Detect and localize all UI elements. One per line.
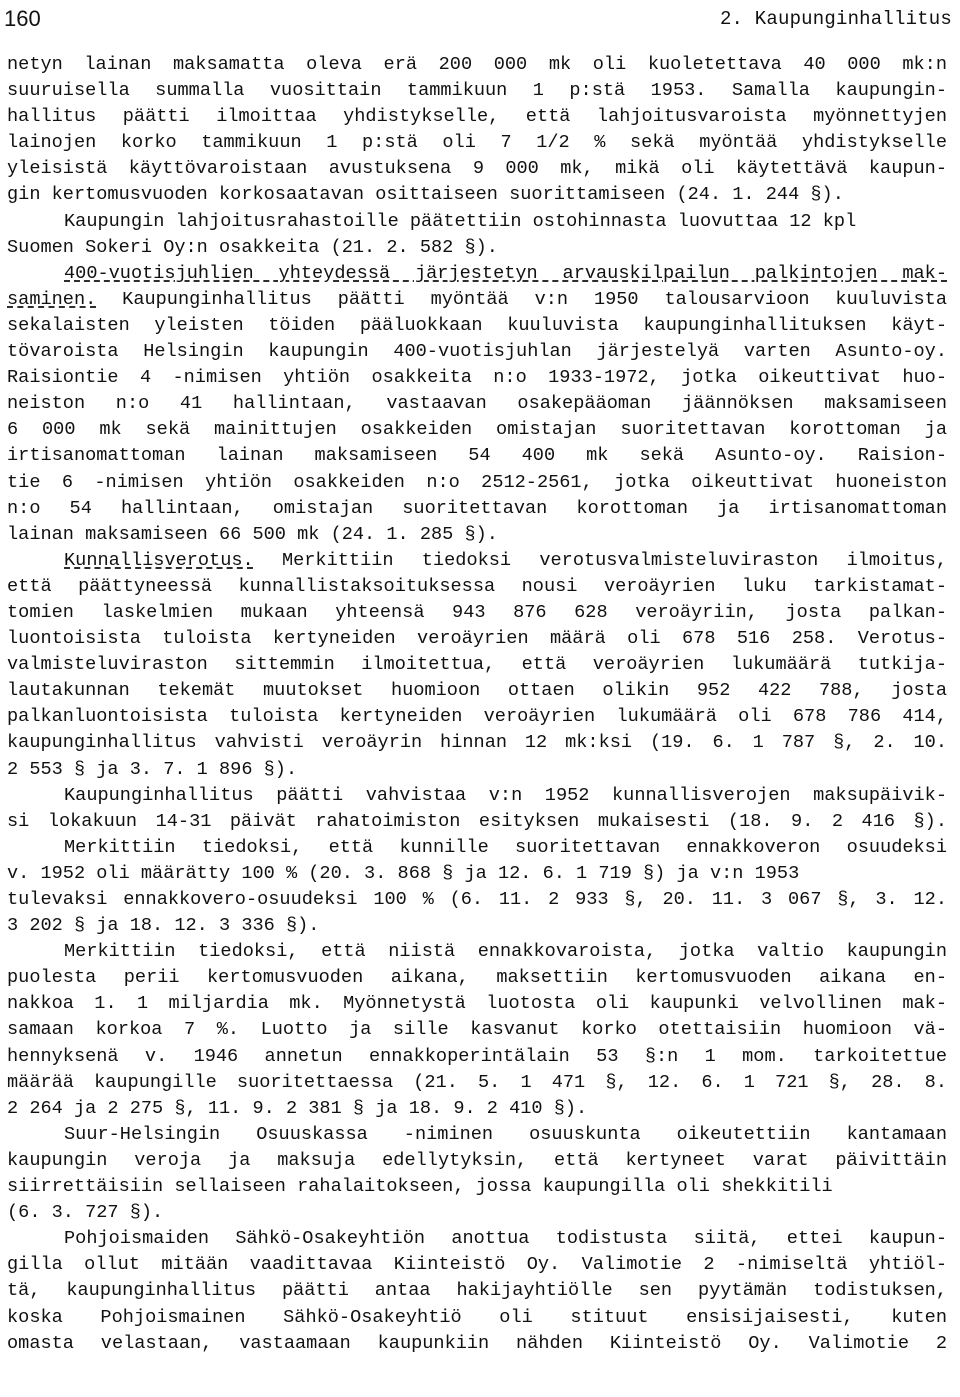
text-line: neiston n:o 41 hallintaan, vastaavan osakepääoman jäännöksen maksamiseen [7, 393, 947, 415]
text-line: Suomen Sokeri Oy:n osakkeita (21. 2. 582 §). [7, 236, 498, 258]
body-text [7, 52, 947, 1357]
text-line: Merkittiin tiedoksi, että kunnille suoritettavan ennakkoveron osuudeksi [64, 836, 947, 858]
text-line: 2 553 § ja 3. 7. 1 896 §). [7, 758, 298, 780]
page-header [4, 6, 952, 32]
text-line: netyn lainan maksamatta oleva erä 200 000 mk oli kuoletettava 40 000 mk:n [7, 54, 947, 75]
page-number: 160 [4, 6, 41, 31]
text-line: 2 264 ja 2 275 §, 11. 9. 2 381 § ja 18. 9. 2 410 §). [7, 1097, 588, 1119]
text-line: tä, kaupunginhallitus päätti antaa hakijayhtiölle sen pyytämän todistuksen, [7, 1280, 947, 1302]
text-line: gin kertomusvuoden korkosaatavan osittaiseen suorittamiseen (24. 1. 244 §). [7, 184, 844, 206]
text-line: Kaupunginhallitus päätti vahvistaa v:n 1952 kunnallisverojen maksupäivik- [64, 784, 947, 806]
text-line: n:o 54 hallintaan, omistajan suoritettavan korottoman ja irtisanomattoman [7, 497, 947, 519]
text-line: kaupungin veroja ja maksuja edellytyksin, että kertyneet varat päivittäin [7, 1149, 947, 1171]
text-line: lautakunnan tekemät muutokset huomioon ottaen olikin 952 422 788, josta [7, 680, 947, 702]
text-line: lainan maksamiseen 66 500 mk (24. 1. 285 §). [7, 523, 498, 545]
text-line: kaupunginhallitus vahvisti veroäyrin hinnan 12 mk:ksi (19. 6. 1 787 §, 2. 10. [7, 732, 947, 754]
text-line: tulevaksi ennakkovero-osuudeksi 100 % (6. 11. 2 933 §, 20. 11. 3 067 §, 3. 12. [7, 889, 947, 910]
text-line: Kunnallisverotus. Merkittiin tiedoksi verotusvalmisteluviraston ilmoitus, [64, 549, 947, 571]
text-line: puolesta perii kertomusvuoden aikana, maksettiin kertomusvuoden aikana en- [7, 967, 947, 989]
text-line: valmisteluviraston sittemmin ilmoitettua, että veroäyrien lukumäärä tutkija- [7, 654, 947, 676]
text-line: 6 000 mk sekä mainittujen osakkeiden omistajan suoritettavan korottoman ja [7, 419, 947, 441]
text-line: Kaupungin lahjoitusrahastoille päätettiin ostohinnasta luovuttaa 12 kpl [64, 210, 857, 232]
text-line: siirrettäisiin sellaiseen rahalaitokseen, jossa kaupungilla oli shekkitili [7, 1176, 833, 1198]
text-line: saminen. Kaupunginhallitus päätti myöntää v:n 1950 talousarvioon kuuluvista [7, 288, 947, 310]
text-line: sekalaisten yleisten töiden pääluokkaan kuuluvista kaupunginhallituksen käyt- [7, 314, 947, 336]
text-line: luontoisista tuloista kertyneiden veroäyrien määrä oli 678 516 258. Verotus- [7, 628, 947, 650]
text-line: (6. 3. 727 §). [7, 1202, 164, 1224]
text-line: Suur-Helsingin Osuuskassa -niminen osuuskunta oikeutettiin kantamaan [64, 1123, 947, 1145]
text-line: tövaroista Helsingin kaupungin 400-vuotisjuhlan järjestelyä varten Asunto-oy. [7, 341, 947, 363]
section-heading: 400-vuotisjuhlien yhteydessä järjestetyn arvauskilpailun palkintojen mak- [64, 262, 947, 284]
section-heading: Kunnallisverotus. [64, 549, 254, 571]
text-line: omasta velastaan, vastaamaan kaupunkiin nähden Kiinteistö Oy. Valimotie 2 [7, 1332, 947, 1354]
text-line: v. 1952 oli määrätty 100 % (20. 3. 868 § ja 12. 6. 1 719 §) ja v:n 1953 [7, 862, 800, 884]
text-line: tie 6 -nimisen yhtiön osakkeiden n:o 2512-2561, jotka oikeuttivat huoneiston [7, 471, 947, 493]
text-line: lainojen korko tammikuun 1 p:stä oli 7 1/2 % sekä myöntää yhdistykselle [7, 132, 947, 154]
text-line: koska Pohjoismainen Sähkö-Osakeyhtiö oli stituut ensisijaisesti, kuten [7, 1306, 947, 1328]
text-line: yleisistä käyttövaroistaan avustuksena 9 000 mk, mikä oli käytettävä kaupun- [7, 158, 947, 180]
text-line: samaan korkoa 7 %. Luotto ja sille kasvanut korko otettaisiin huomioon vä- [7, 1019, 947, 1041]
section-heading: saminen. [7, 288, 97, 310]
text-line: 3 202 § ja 18. 12. 3 336 §). [7, 915, 320, 937]
text-line: suuruisella summalla vuosittain tammikuun 1 p:stä 1953. Samalla kaupungin- [7, 80, 947, 102]
running-head: 2. Kaupunginhallitus [719, 8, 952, 30]
text-line: määrää kaupungille suoritettaessa (21. 5. 1 471 §, 12. 6. 1 721 §, 28. 8. [7, 1071, 947, 1093]
text-line: että päättyneessä kunnallistaksoituksessa nousi veroäyrien luku tarkistamat- [7, 575, 947, 597]
text-line: hennyksenä v. 1946 annetun ennakkoperintälain 53 §:n 1 mom. tarkoitettue [7, 1045, 947, 1067]
text-line: Pohjoismaiden Sähkö-Osakeyhtiön anottua todistusta siitä, ettei kaupun- [64, 1228, 947, 1250]
text-line: irtisanomattoman lainan maksamiseen 54 400 mk sekä Asunto-oy. Raision- [7, 445, 947, 467]
text-line: nakkoa 1. 1 miljardia mk. Myönnetystä luotosta oli kaupunki velvollinen mak- [7, 993, 947, 1015]
text-line: Merkittiin tiedoksi, että niistä ennakkovaroista, jotka valtio kaupungin [64, 941, 947, 963]
text-line: gilla ollut mitään vaadittavaa Kiinteistö Oy. Valimotie 2 -nimiseltä yhtiöl- [7, 1254, 947, 1276]
text-line: Raisiontie 4 -nimisen yhtiön osakkeita n:o 1933-1972, jotka oikeuttivat huo- [7, 367, 947, 389]
text-line: palkanluontoisista tuloista kertyneiden veroäyrien lukumäärä oli 678 786 414, [7, 706, 947, 728]
text-line: hallitus päätti ilmoittaa yhdistykselle, että lahjoitusvaroista myönnettyjen [7, 106, 947, 128]
text-line [7, 261, 947, 287]
text-line: si lokakuun 14-31 päivät rahatoimiston esityksen mukaisesti (18. 9. 2 416 §). [7, 810, 947, 832]
text-line: tomien laskelmien mukaan yhteensä 943 876 628 veroäyriin, josta palkan- [7, 601, 947, 623]
